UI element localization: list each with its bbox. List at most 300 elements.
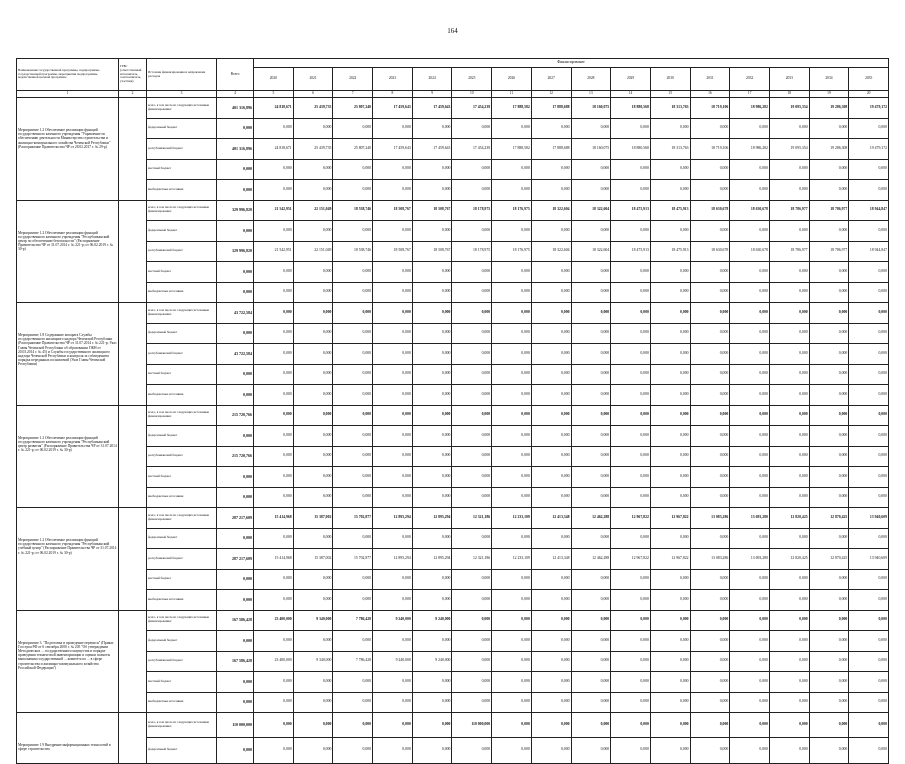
value-cell: 0,000 [809, 303, 849, 324]
value-cell: 0,000 [849, 426, 889, 447]
value-cell: 19 095,354 [769, 98, 809, 119]
value-cell: 12 870,425 [809, 549, 849, 570]
source-cell: федеральный бюджет [147, 631, 217, 652]
total-cell: 0,000 [217, 590, 254, 611]
value-cell: 0,000 [809, 282, 849, 303]
value-cell: 0,000 [531, 631, 571, 652]
value-cell: 0,000 [650, 344, 690, 365]
value-cell: 18 508,767 [373, 200, 413, 221]
value-cell: 0,000 [769, 303, 809, 324]
value-cell: 0,000 [690, 385, 730, 406]
value-cell: 0,000 [333, 692, 373, 713]
value-cell: 0,000 [452, 467, 492, 488]
header-year: 2024 [412, 68, 452, 91]
header-year: 2022 [333, 68, 373, 91]
value-cell: 12 233,109 [492, 549, 532, 570]
column-number: 12 [531, 91, 571, 98]
total-cell: 0,000 [217, 385, 254, 406]
value-cell: 0,000 [492, 344, 532, 365]
value-cell: 0,000 [730, 385, 770, 406]
value-cell: 0,000 [611, 569, 651, 590]
total-cell: 401 316,896 [217, 98, 254, 119]
value-cell: 0,000 [849, 159, 889, 180]
source-cell: местный бюджет [147, 672, 217, 693]
value-cell: 25 439,735 [293, 98, 333, 119]
source-cell: федеральный бюджет [147, 221, 217, 242]
grbs-cell [119, 508, 147, 611]
total-cell: 167 586,428 [217, 651, 254, 672]
value-cell: 0,000 [254, 180, 294, 201]
total-cell: 0,000 [217, 738, 254, 763]
total-cell: 0,000 [217, 262, 254, 283]
value-cell: 0,000 [293, 692, 333, 713]
value-cell: 0,000 [849, 344, 889, 365]
value-cell: 0,000 [611, 692, 651, 713]
value-cell: 18 630,678 [690, 200, 730, 221]
value-cell: 0,000 [611, 672, 651, 693]
value-cell: 0,000 [809, 631, 849, 652]
header-year: 2026 [492, 68, 532, 91]
value-cell: 0,000 [571, 282, 611, 303]
value-cell: 0,000 [531, 692, 571, 713]
column-number: 7 [333, 91, 373, 98]
value-cell: 0,000 [293, 180, 333, 201]
value-cell: 0,000 [531, 738, 571, 763]
table-row [17, 467, 889, 488]
value-cell: 0,000 [412, 180, 452, 201]
total-cell: 215 720,766 [217, 446, 254, 467]
source-cell: местный бюджет [147, 467, 217, 488]
value-cell: 0,000 [730, 713, 770, 738]
value-cell: 0,000 [650, 672, 690, 693]
value-cell: 0,000 [293, 672, 333, 693]
value-cell: 0,000 [809, 344, 849, 365]
value-cell: 0,000 [531, 405, 571, 426]
value-cell: 0,000 [611, 159, 651, 180]
value-cell: 0,000 [492, 385, 532, 406]
value-cell: 0,000 [293, 344, 333, 365]
value-cell: 0,000 [373, 692, 413, 713]
table-row [17, 180, 889, 201]
value-cell: 0,000 [849, 118, 889, 139]
source-cell: местный бюджет [147, 159, 217, 180]
value-cell: 0,000 [452, 672, 492, 693]
value-cell: 18 630,678 [730, 200, 770, 221]
source-cell: внебюджетные источники [147, 385, 217, 406]
value-cell: 0,000 [333, 159, 373, 180]
value-cell: 15 702,877 [333, 549, 373, 570]
value-cell: 0,000 [571, 118, 611, 139]
value-cell: 0,000 [452, 180, 492, 201]
value-cell: 12 321,186 [452, 549, 492, 570]
source-cell: внебюджетные источники [147, 282, 217, 303]
value-cell: 0,000 [571, 426, 611, 447]
value-cell: 0,000 [809, 590, 849, 611]
value-cell: 0,000 [849, 282, 889, 303]
value-cell: 0,000 [452, 385, 492, 406]
value-cell: 0,000 [690, 713, 730, 738]
value-cell: 0,000 [849, 467, 889, 488]
program-title: Мероприятие 3. "Подготовка и проведение переписи" (Приказ Госстроя РФ от 6 сентября 2000 г. № 205 "Об утверждении Методических ... государственного имущества и порядке проведения технической инвентаризации и оценки полноты выполнения государственной ... комитета по ... в сфере строительства и жилищно-коммунального хозяйства Российской Федерации") [17, 610, 119, 713]
value-cell: 0,000 [373, 467, 413, 488]
value-cell: 15 702,877 [333, 508, 373, 529]
total-cell: 0,000 [217, 692, 254, 713]
column-number: 1 [17, 91, 119, 98]
value-cell: 0,000 [650, 651, 690, 672]
value-cell: 0,000 [254, 344, 294, 365]
value-cell: 0,000 [769, 180, 809, 201]
column-number: 13 [571, 91, 611, 98]
value-cell: 0,000 [769, 282, 809, 303]
value-cell: 0,000 [809, 569, 849, 590]
source-cell: внебюджетные источники [147, 590, 217, 611]
value-cell: 0,000 [333, 446, 373, 467]
value-cell: 0,000 [571, 528, 611, 549]
total-cell: 0,000 [217, 426, 254, 447]
value-cell: 0,000 [452, 262, 492, 283]
value-cell: 0,000 [333, 282, 373, 303]
value-cell: 0,000 [611, 426, 651, 447]
value-cell: 0,000 [452, 118, 492, 139]
value-cell: 0,000 [373, 672, 413, 693]
page-number: 164 [447, 27, 458, 35]
value-cell: 18 719,106 [690, 139, 730, 160]
value-cell: 0,000 [373, 118, 413, 139]
value-cell: 0,000 [452, 631, 492, 652]
total-cell: 0,000 [217, 631, 254, 652]
source-cell: республиканский бюджет [147, 344, 217, 365]
value-cell: 0,000 [769, 323, 809, 344]
value-cell: 0,000 [412, 713, 452, 738]
value-cell: 0,000 [373, 180, 413, 201]
value-cell: 0,000 [809, 159, 849, 180]
value-cell: 0,000 [412, 467, 452, 488]
value-cell: 0,000 [293, 426, 333, 447]
value-cell: 0,000 [730, 738, 770, 763]
value-cell: 0,000 [650, 610, 690, 631]
table-row [17, 221, 889, 242]
value-cell: 0,000 [849, 569, 889, 590]
value-cell: 0,000 [293, 159, 333, 180]
value-cell: 12 462,288 [571, 549, 611, 570]
column-number: 10 [452, 91, 492, 98]
value-cell: 0,000 [769, 344, 809, 365]
value-cell: 0,000 [730, 528, 770, 549]
value-cell: 0,000 [531, 180, 571, 201]
value-cell: 9 240,000 [412, 610, 452, 631]
table-row [17, 405, 889, 426]
header-year: 2030 [650, 68, 690, 91]
column-number: 19 [809, 91, 849, 98]
value-cell: 0,000 [611, 221, 651, 242]
table-row [17, 631, 889, 652]
value-cell: 0,000 [611, 446, 651, 467]
value-cell: 0,000 [373, 569, 413, 590]
value-cell: 0,000 [293, 385, 333, 406]
value-cell: 18 986,282 [730, 139, 770, 160]
value-cell: 0,000 [254, 713, 294, 738]
value-cell: 0,000 [531, 487, 571, 508]
header-year: 2034 [809, 68, 849, 91]
value-cell: 0,000 [611, 385, 651, 406]
value-cell: 0,000 [492, 528, 532, 549]
source-cell: всего, в том числе из следующих источников финансирования: [147, 200, 217, 221]
value-cell: 18 475,913 [611, 241, 651, 262]
value-cell: 0,000 [254, 323, 294, 344]
value-cell: 0,000 [809, 118, 849, 139]
value-cell: 0,000 [452, 159, 492, 180]
value-cell: 12 820,425 [769, 549, 809, 570]
value-cell: 0,000 [571, 631, 611, 652]
value-cell: 7 786,428 [333, 651, 373, 672]
source-cell: республиканский бюджет [147, 549, 217, 570]
value-cell: 0,000 [254, 738, 294, 763]
value-cell: 0,000 [611, 713, 651, 738]
value-cell: 0,000 [571, 738, 611, 763]
value-cell: 0,000 [809, 713, 849, 738]
value-cell: 0,000 [571, 262, 611, 283]
value-cell: 0,000 [531, 118, 571, 139]
value-cell: 0,000 [333, 426, 373, 447]
value-cell: 12 413,348 [531, 549, 571, 570]
value-cell: 0,000 [730, 672, 770, 693]
value-cell: 0,000 [531, 221, 571, 242]
value-cell: 0,000 [650, 692, 690, 713]
table-row [17, 508, 889, 529]
value-cell: 12 895,294 [373, 549, 413, 570]
value-cell: 18 322,604 [531, 200, 571, 221]
value-cell: 0,000 [849, 672, 889, 693]
value-cell: 0,000 [492, 487, 532, 508]
value-cell: 0,000 [571, 303, 611, 324]
value-cell: 13 693,280 [730, 549, 770, 570]
value-cell: 0,000 [690, 610, 730, 631]
value-cell: 0,000 [452, 405, 492, 426]
value-cell: 0,000 [769, 467, 809, 488]
value-cell: 13 083,286 [690, 508, 730, 529]
value-cell: 0,000 [254, 631, 294, 652]
program-title: Мероприятие 1.2 Обеспечение реализации функций государственного казенного учреждения "Управление по обеспечению деятельности Министерства строительства и жилищно-коммунального хозяйства Чеченской Республики" (Распоряжение Правительства ЧР от 28.02.2017 г. № 29-р) [17, 98, 119, 201]
value-cell: 0,000 [611, 364, 651, 385]
value-cell: 0,000 [412, 631, 452, 652]
value-cell: 18 160,075 [571, 139, 611, 160]
value-cell: 0,000 [690, 344, 730, 365]
value-cell: 0,000 [333, 323, 373, 344]
value-cell: 0,000 [333, 180, 373, 201]
value-cell: 0,000 [452, 303, 492, 324]
value-cell: 0,000 [571, 385, 611, 406]
value-cell: 0,000 [531, 610, 571, 631]
value-cell: 0,000 [333, 344, 373, 365]
value-cell: 0,000 [849, 221, 889, 242]
value-cell: 0,000 [650, 221, 690, 242]
value-cell: 110 000,000 [452, 713, 492, 738]
value-cell: 0,000 [849, 303, 889, 324]
value-cell: 0,000 [373, 344, 413, 365]
value-cell: 12 413,348 [531, 508, 571, 529]
value-cell: 0,000 [531, 672, 571, 693]
value-cell: 18 475,913 [650, 200, 690, 221]
value-cell: 0,000 [650, 467, 690, 488]
value-cell: 0,000 [452, 569, 492, 590]
value-cell: 0,000 [730, 303, 770, 324]
column-number: 3 [147, 91, 217, 98]
value-cell: 0,000 [769, 405, 809, 426]
value-cell: 0,000 [492, 426, 532, 447]
total-cell: 167 586,428 [217, 610, 254, 631]
value-cell: 0,000 [412, 569, 452, 590]
source-cell: всего, в том числе из следующих источников финансирования: [147, 405, 217, 426]
grbs-cell [119, 200, 147, 303]
value-cell: 0,000 [531, 426, 571, 447]
value-cell: 0,000 [412, 405, 452, 426]
grbs-cell [119, 98, 147, 201]
value-cell: 0,000 [492, 692, 532, 713]
value-cell: 0,000 [849, 692, 889, 713]
table-row [17, 590, 889, 611]
value-cell: 12 233,109 [492, 508, 532, 529]
value-cell: 0,000 [254, 487, 294, 508]
value-cell: 0,000 [333, 262, 373, 283]
value-cell: 0,000 [333, 487, 373, 508]
value-cell: 0,000 [293, 467, 333, 488]
value-cell: 0,000 [650, 426, 690, 447]
value-cell: 0,000 [373, 487, 413, 508]
value-cell: 18 160,075 [571, 98, 611, 119]
value-cell: 0,000 [690, 364, 730, 385]
table-row [17, 159, 889, 180]
value-cell: 0,000 [571, 487, 611, 508]
value-cell: 0,000 [611, 651, 651, 672]
value-cell: 0,000 [769, 487, 809, 508]
value-cell: 0,000 [611, 282, 651, 303]
value-cell: 0,000 [452, 487, 492, 508]
value-cell: 0,000 [809, 467, 849, 488]
value-cell: 0,000 [571, 651, 611, 672]
value-cell: 0,000 [571, 590, 611, 611]
value-cell: 0,000 [730, 692, 770, 713]
value-cell: 0,000 [769, 528, 809, 549]
value-cell: 0,000 [531, 282, 571, 303]
value-cell: 0,000 [769, 262, 809, 283]
value-cell: 17 459,643 [373, 98, 413, 119]
value-cell: 0,000 [690, 467, 730, 488]
table-row [17, 651, 889, 672]
source-cell: федеральный бюджет [147, 528, 217, 549]
value-cell: 0,000 [611, 303, 651, 324]
value-cell: 0,000 [809, 221, 849, 242]
value-cell: 0,000 [531, 303, 571, 324]
value-cell: 0,000 [730, 118, 770, 139]
value-cell: 0,000 [293, 569, 333, 590]
value-cell: 0,000 [730, 344, 770, 365]
table-row [17, 282, 889, 303]
total-cell: 43 722,584 [217, 344, 254, 365]
table-row [17, 385, 889, 406]
value-cell: 0,000 [293, 446, 333, 467]
value-cell: 0,000 [254, 282, 294, 303]
value-cell: 0,000 [690, 118, 730, 139]
value-cell: 0,000 [293, 713, 333, 738]
value-cell: 12 895,294 [412, 508, 452, 529]
value-cell: 0,000 [809, 487, 849, 508]
value-cell: 0,000 [293, 323, 333, 344]
table-row [17, 610, 889, 631]
value-cell: 0,000 [492, 651, 532, 672]
value-cell: 0,000 [809, 405, 849, 426]
value-cell: 0,000 [492, 405, 532, 426]
value-cell: 0,000 [809, 692, 849, 713]
value-cell: 0,000 [849, 631, 889, 652]
table-row [17, 569, 889, 590]
value-cell: 0,000 [611, 610, 651, 631]
value-cell: 0,000 [730, 159, 770, 180]
value-cell: 0,000 [809, 651, 849, 672]
value-cell: 0,000 [809, 426, 849, 447]
value-cell: 17 888,582 [492, 98, 532, 119]
table-row [17, 200, 889, 221]
value-cell: 0,000 [293, 262, 333, 283]
total-cell: 329 996,820 [217, 200, 254, 221]
value-cell: 0,000 [730, 426, 770, 447]
total-cell: 287 217,609 [217, 508, 254, 529]
value-cell: 0,000 [492, 159, 532, 180]
value-cell: 0,000 [452, 692, 492, 713]
table-row [17, 98, 889, 119]
column-number: 9 [412, 91, 452, 98]
value-cell: 0,000 [412, 528, 452, 549]
source-cell: местный бюджет [147, 364, 217, 385]
value-cell: 0,000 [611, 590, 651, 611]
value-cell: 0,000 [412, 487, 452, 508]
value-cell: 13 693,280 [730, 508, 770, 529]
value-cell: 25 439,735 [293, 139, 333, 160]
column-number: 2 [119, 91, 147, 98]
value-cell: 7 786,428 [333, 610, 373, 631]
value-cell: 12 967,822 [611, 549, 651, 570]
value-cell: 0,000 [412, 426, 452, 447]
table-row [17, 738, 889, 763]
value-cell: 0,000 [293, 738, 333, 763]
value-cell: 0,000 [611, 344, 651, 365]
value-cell: 0,000 [373, 364, 413, 385]
value-cell: 0,000 [571, 672, 611, 693]
value-cell: 18 313,763 [650, 98, 690, 119]
total-cell: 0,000 [217, 569, 254, 590]
value-cell: 0,000 [452, 364, 492, 385]
table-row [17, 241, 889, 262]
value-cell: 0,000 [373, 631, 413, 652]
value-cell: 17 459,643 [412, 98, 452, 119]
value-cell: 0,000 [254, 159, 294, 180]
value-cell: 0,000 [611, 405, 651, 426]
value-cell: 18 786,977 [809, 241, 849, 262]
value-cell: 0,000 [769, 692, 809, 713]
header-column-numbers [17, 91, 889, 98]
value-cell: 0,000 [730, 467, 770, 488]
value-cell: 0,000 [849, 323, 889, 344]
value-cell: 0,000 [531, 590, 571, 611]
value-cell: 0,000 [531, 651, 571, 672]
value-cell: 0,000 [531, 364, 571, 385]
value-cell: 0,000 [690, 446, 730, 467]
value-cell: 0,000 [333, 385, 373, 406]
value-cell: 0,000 [254, 528, 294, 549]
value-cell: 18 178,975 [452, 200, 492, 221]
value-cell: 0,000 [254, 364, 294, 385]
value-cell: 0,000 [452, 426, 492, 447]
value-cell: 13 940,609 [849, 508, 889, 529]
